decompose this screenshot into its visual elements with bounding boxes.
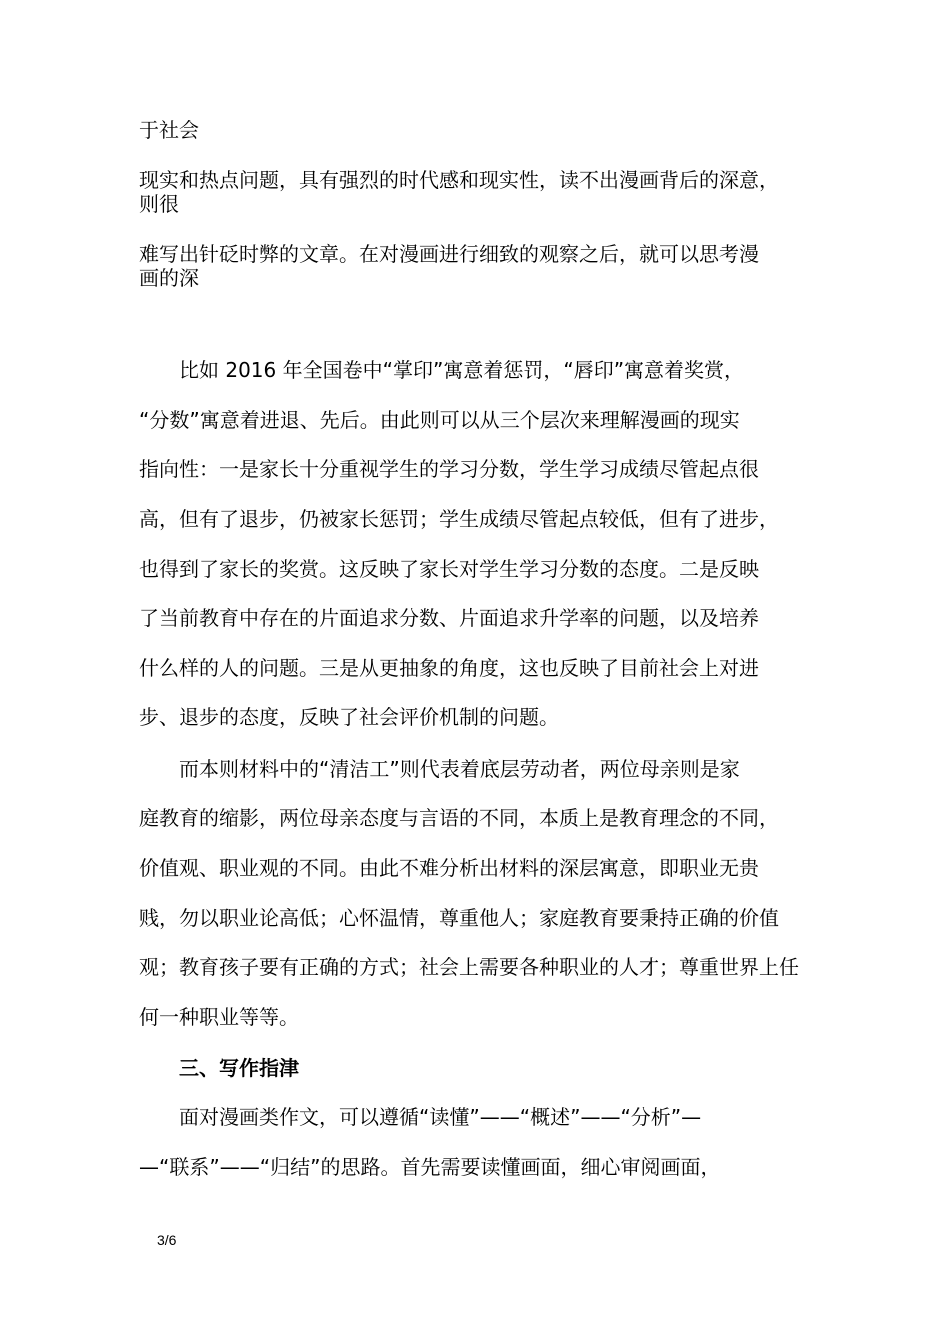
paragraph-line: —“联系”——“归结”的思路。首先需要读懂画面，细心审阅画面， xyxy=(139,1155,721,1179)
page-number: 3/6 xyxy=(157,1232,177,1248)
section-heading: 三、写作指津 xyxy=(179,1056,299,1080)
fragment-line-2a: 现实和热点问题，具有强烈的时代感和现实性，读不出漫画背后的深意， xyxy=(139,168,779,192)
paragraph-line: 而本则材料中的“清洁工”则代表着底层劳动者，两位母亲则是家 xyxy=(179,757,740,781)
paragraph-line: 贱，勿以职业论高低；心怀温情，尊重他人；家庭教育要秉持正确的价值 xyxy=(139,906,779,930)
paragraph-line: 面对漫画类作文，可以遵循“读懂”——“概述”——“分析”— xyxy=(179,1105,702,1129)
paragraph-line: 指向性：一是家长十分重视学生的学习分数，学生学习成绩尽管起点很 xyxy=(139,457,759,481)
paragraph-line: “分数”寓意着进退、先后。由此则可以从三个层次来理解漫画的现实 xyxy=(139,408,740,432)
paragraph-line: 也得到了家长的奖赏。这反映了家长对学生学习分数的态度。二是反映 xyxy=(139,557,759,581)
paragraph-line: 观；教育孩子要有正确的方式；社会上需要各种职业的人才；尊重世界上任 xyxy=(139,955,799,979)
fragment-line-3a: 难写出针砭时弊的文章。在对漫画进行细致的观察之后，就可以思考漫 xyxy=(139,242,759,266)
paragraph-line: 高，但有了退步，仍被家长惩罚；学生成绩尽管起点较低，但有了进步， xyxy=(139,507,779,531)
fragment-line-3b: 画的深 xyxy=(139,266,199,290)
paragraph-line: 了当前教育中存在的片面追求分数、片面追求升学率的问题，以及培养 xyxy=(139,606,759,630)
paragraph-line: 比如 2016 年全国卷中“掌印”寓意着惩罚，“唇印”寓意着奖赏， xyxy=(179,358,745,382)
paragraph-line: 价值观、职业观的不同。由此不难分析出材料的深层寓意，即职业无贵 xyxy=(139,856,759,880)
paragraph-line: 什么样的人的问题。三是从更抽象的角度，这也反映了目前社会上对进 xyxy=(139,656,759,680)
paragraph-line: 庭教育的缩影，两位母亲态度与言语的不同，本质上是教育理念的不同， xyxy=(139,806,779,830)
fragment-line-1: 于社会 xyxy=(139,118,199,142)
paragraph-line: 步、退步的态度，反映了社会评价机制的问题。 xyxy=(139,705,559,729)
fragment-line-2b: 则很 xyxy=(139,192,179,216)
paragraph-line: 何一种职业等等。 xyxy=(139,1005,299,1029)
